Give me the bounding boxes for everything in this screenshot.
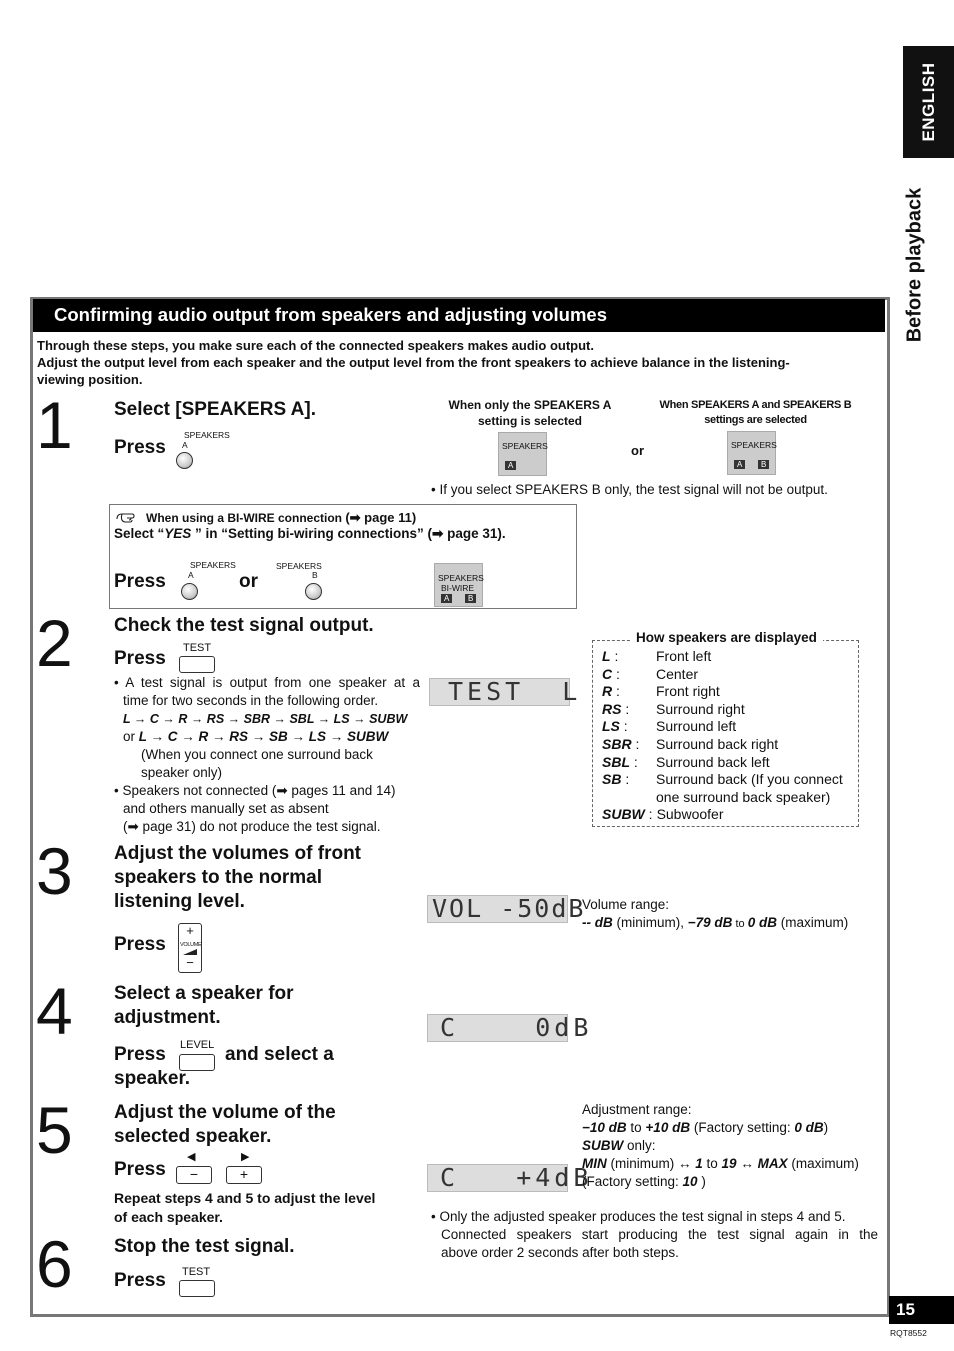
step-number: 2 xyxy=(36,606,73,680)
legend-row xyxy=(602,683,720,700)
intro-line: viewing position. xyxy=(37,372,143,387)
legend-rows xyxy=(594,648,854,828)
biwire-instruction xyxy=(114,526,506,542)
text: (Factory setting: xyxy=(690,1120,795,1135)
legend-value: Front right xyxy=(656,683,720,700)
plus-button[interactable]: + xyxy=(226,1166,262,1184)
biwire-hint xyxy=(146,510,416,526)
speakers-a-display xyxy=(498,432,547,476)
right-arrow-icon: ▶ xyxy=(241,1151,250,1163)
legend-key: SUBW xyxy=(602,806,645,823)
range-value: SUBW xyxy=(582,1138,624,1153)
legend-key: SBR xyxy=(602,736,632,752)
range-value: -- dB xyxy=(582,915,613,930)
heading-line: adjustment. xyxy=(114,1007,221,1028)
adjust-note xyxy=(431,1208,878,1262)
text: to xyxy=(626,1120,646,1135)
button-label: SPEAKERS xyxy=(190,560,236,570)
volume-down-icon[interactable]: − xyxy=(186,955,194,970)
press-label: Press xyxy=(114,1159,166,1180)
legend-sep: : xyxy=(621,771,630,788)
step-number: 1 xyxy=(36,388,73,462)
volume-up-icon[interactable]: + xyxy=(186,923,194,938)
legend-key: LS xyxy=(602,718,620,735)
button-label: SPEAKERS xyxy=(184,430,230,440)
legend-row xyxy=(602,736,779,753)
bullet-line: (When you connect one surround back xyxy=(141,747,373,762)
legend-row xyxy=(602,718,737,735)
range-value: 0 dB xyxy=(794,1120,824,1135)
legend-sep: : xyxy=(610,648,619,664)
test-button[interactable] xyxy=(179,1280,215,1297)
left-arrow-icon: ◀ xyxy=(187,1151,196,1163)
legend-sep: : xyxy=(612,665,620,682)
text: ) xyxy=(823,1120,829,1135)
case-b-caption xyxy=(648,398,863,428)
legend-key: SBL xyxy=(602,753,630,770)
intro-text xyxy=(37,337,877,388)
legend-key: C xyxy=(602,665,613,682)
range-value: +10 dB xyxy=(645,1120,691,1135)
note-line: Connected speakers start producing the test signal again in the xyxy=(441,1227,878,1242)
display-label: SPEAKERS xyxy=(731,440,777,450)
heading-line: selected speaker. xyxy=(114,1126,272,1147)
button-label: TEST xyxy=(182,1266,211,1278)
intro-line: Adjust the output level from each speaker and the output level from the front speakers to achieve balance in the listening- xyxy=(37,355,790,370)
range-value: −79 dB xyxy=(687,915,733,930)
legend-value: Surround left xyxy=(656,718,737,735)
step-number: 6 xyxy=(36,1227,73,1301)
legend-sep: : xyxy=(621,700,630,717)
text: only: xyxy=(623,1138,656,1153)
legend-sep: : xyxy=(630,753,638,770)
caption-line: When only the SPEAKERS A xyxy=(448,398,612,412)
step-heading xyxy=(114,842,361,914)
caption-line: setting is selected xyxy=(477,414,583,428)
volume-range xyxy=(582,896,848,933)
range-value: 19 xyxy=(721,1156,737,1171)
case-a-caption xyxy=(430,397,630,429)
step-number: 5 xyxy=(36,1093,73,1167)
page-number: 15 xyxy=(896,1300,915,1319)
hint-ref: (➡ page 11) xyxy=(345,510,417,525)
order-line: L → C → R → RS → SBR → SBL → LS → SUBW xyxy=(123,712,408,726)
legend-row xyxy=(602,648,712,665)
legend-key: L xyxy=(602,648,611,664)
bullet-line: • A test signal is output from one speaker at a xyxy=(114,675,420,690)
button-label: B xyxy=(312,570,318,580)
text: YES xyxy=(164,526,192,541)
legend-row xyxy=(602,700,745,718)
note-line: Repeat steps 4 and 5 to adjust the level xyxy=(114,1190,376,1206)
legend-row xyxy=(602,771,843,788)
text: (minimum) ↔ xyxy=(606,1156,696,1171)
legend-row xyxy=(602,753,770,771)
or-text: or xyxy=(123,729,139,744)
language-label: ENGLISH xyxy=(918,62,938,142)
page-title: Confirming audio output from speakers and adjusting volumes xyxy=(54,304,607,325)
button-label: LEVEL xyxy=(180,1039,215,1051)
step-heading: Stop the test signal. xyxy=(114,1236,295,1257)
level-display: C 0dB xyxy=(427,1014,568,1042)
step-number: 4 xyxy=(36,974,73,1048)
legend-value: Surround right xyxy=(656,700,745,717)
range-title: Adjustment range: xyxy=(582,1102,692,1117)
indicator-b: B xyxy=(465,594,476,603)
hint-hand-icon xyxy=(116,510,142,524)
speakers-a-button[interactable] xyxy=(181,583,198,600)
legend-key: RS xyxy=(602,700,622,717)
section-tab xyxy=(897,170,933,360)
button-label: A xyxy=(182,440,188,450)
note-line: above order 2 seconds after both steps. xyxy=(441,1245,679,1260)
bullet-line: • Speakers not connected (➡ pages 11 and 14) xyxy=(114,783,396,798)
press-label: Press xyxy=(114,934,166,955)
order-line: L → C → R → RS → SB → LS → SUBW xyxy=(138,729,389,744)
note-line: • Only the adjusted speaker produces the test signal in steps 4 and 5. xyxy=(431,1209,846,1224)
legend-value: Center xyxy=(656,665,699,682)
or-label: or xyxy=(239,571,258,592)
legend-value: Surround back right xyxy=(656,736,779,752)
legend-sep: : xyxy=(619,718,628,735)
range-value: −10 dB xyxy=(582,1120,627,1135)
button-label: A xyxy=(188,570,194,580)
speakers-b-note: • If you select SPEAKERS B only, the test signal will not be output. xyxy=(431,482,828,497)
step-heading: Select [SPEAKERS A]. xyxy=(114,399,317,420)
range-value: MIN xyxy=(582,1156,607,1171)
volume-control[interactable] xyxy=(178,923,202,973)
minus-button[interactable]: − xyxy=(176,1166,212,1184)
legend-sep: : xyxy=(631,736,640,752)
bullet-line: (➡ page 31) do not produce the test signal. xyxy=(123,819,381,834)
legend-value: Surround back (If you connect xyxy=(656,771,843,788)
text: ) xyxy=(697,1174,706,1189)
text: (minimum), xyxy=(612,915,688,930)
test-button[interactable] xyxy=(179,656,215,673)
heading-line: speakers to the normal xyxy=(114,867,323,888)
text: (maximum) xyxy=(787,1156,859,1171)
adjust-display: C +4dB xyxy=(427,1164,568,1192)
press-label: Press xyxy=(114,1044,166,1065)
range-value: 1 xyxy=(695,1156,703,1171)
bullet-line: and others manually set as absent xyxy=(123,801,329,816)
note-line: of each speaker. xyxy=(114,1209,223,1225)
caption-line: settings are selected xyxy=(704,414,807,426)
step2-bullets xyxy=(114,674,420,836)
legend-sep: : xyxy=(644,806,653,823)
legend-value: one surround back speaker) xyxy=(656,788,831,805)
button-label: TEST xyxy=(183,642,212,654)
indicator-a: A xyxy=(441,594,452,603)
legend-row xyxy=(602,665,699,683)
legend-value: Surround back left xyxy=(656,753,770,770)
step-number: 3 xyxy=(36,834,73,908)
button-label: SPEAKERS xyxy=(276,561,322,571)
text: ↔ xyxy=(736,1156,758,1171)
press-label: Press xyxy=(114,1270,166,1291)
display-label: BI-WIRE xyxy=(441,583,475,593)
text: Select “ xyxy=(114,526,165,541)
legend-value: Front left xyxy=(656,648,712,664)
hint-text: When using a BI-WIRE connection xyxy=(146,511,342,525)
heading-line: listening level. xyxy=(114,891,245,912)
press-label: Press xyxy=(114,648,166,669)
indicator-a: A xyxy=(734,460,745,469)
volume-label: VOLUME xyxy=(180,942,202,948)
title-bar xyxy=(33,299,885,332)
legend-sep: : xyxy=(612,683,620,700)
speakers-b-button[interactable] xyxy=(305,583,322,600)
text: ” in “Setting bi-wiring connections” (➡ page 31). xyxy=(191,526,506,541)
range-title: Volume range: xyxy=(582,897,670,912)
section-label: Before playback xyxy=(903,187,926,343)
text: to xyxy=(732,918,748,930)
volume-display: VOL -50dB xyxy=(427,895,568,923)
range-value: MAX xyxy=(757,1156,788,1171)
press-label: Press xyxy=(114,437,166,458)
heading-line: Adjust the volumes of front xyxy=(114,843,361,864)
press-after-text: speaker. xyxy=(114,1068,191,1089)
page-number-box xyxy=(889,1296,954,1324)
step-heading xyxy=(114,982,294,1030)
legend-key: SB xyxy=(602,771,622,788)
legend-title: How speakers are displayed xyxy=(630,630,823,645)
text: to xyxy=(702,1156,722,1171)
bullet-line: speaker only) xyxy=(141,765,223,780)
or-label: or xyxy=(631,443,644,458)
legend-key: R xyxy=(602,683,613,700)
repeat-note xyxy=(114,1189,375,1227)
step-heading xyxy=(114,1101,336,1149)
adjust-range xyxy=(582,1101,859,1191)
speakers-a-button[interactable] xyxy=(176,452,193,469)
range-value: 10 xyxy=(682,1174,698,1189)
heading-line: Adjust the volume of the xyxy=(114,1102,336,1123)
intro-line: Through these steps, you make sure each of the connected speakers makes audio output. xyxy=(37,338,594,353)
language-tab xyxy=(903,46,954,158)
range-value: 0 dB xyxy=(747,915,777,930)
indicator-b: B xyxy=(758,460,769,469)
legend-value: Subwoofer xyxy=(656,806,724,823)
legend-row xyxy=(602,806,724,823)
press-label: Press xyxy=(114,571,166,592)
display-label: SPEAKERS xyxy=(438,573,484,583)
test-display: TEST L xyxy=(429,678,570,706)
doc-code: RQT8552 xyxy=(890,1328,927,1338)
indicator-a: A xyxy=(505,461,516,470)
biwire-display xyxy=(434,563,483,607)
text: (maximum) xyxy=(776,915,849,930)
press-after-text: and select a xyxy=(225,1044,334,1065)
heading-line: Select a speaker for xyxy=(114,983,294,1004)
caption-line: When SPEAKERS A and SPEAKERS B xyxy=(659,399,852,411)
speakers-ab-display xyxy=(727,431,776,475)
step-heading: Check the test signal output. xyxy=(114,615,374,636)
text: (Factory setting: xyxy=(582,1174,683,1189)
display-label: SPEAKERS xyxy=(502,441,548,451)
bullet-line: time for two seconds in the following order. xyxy=(123,693,379,708)
